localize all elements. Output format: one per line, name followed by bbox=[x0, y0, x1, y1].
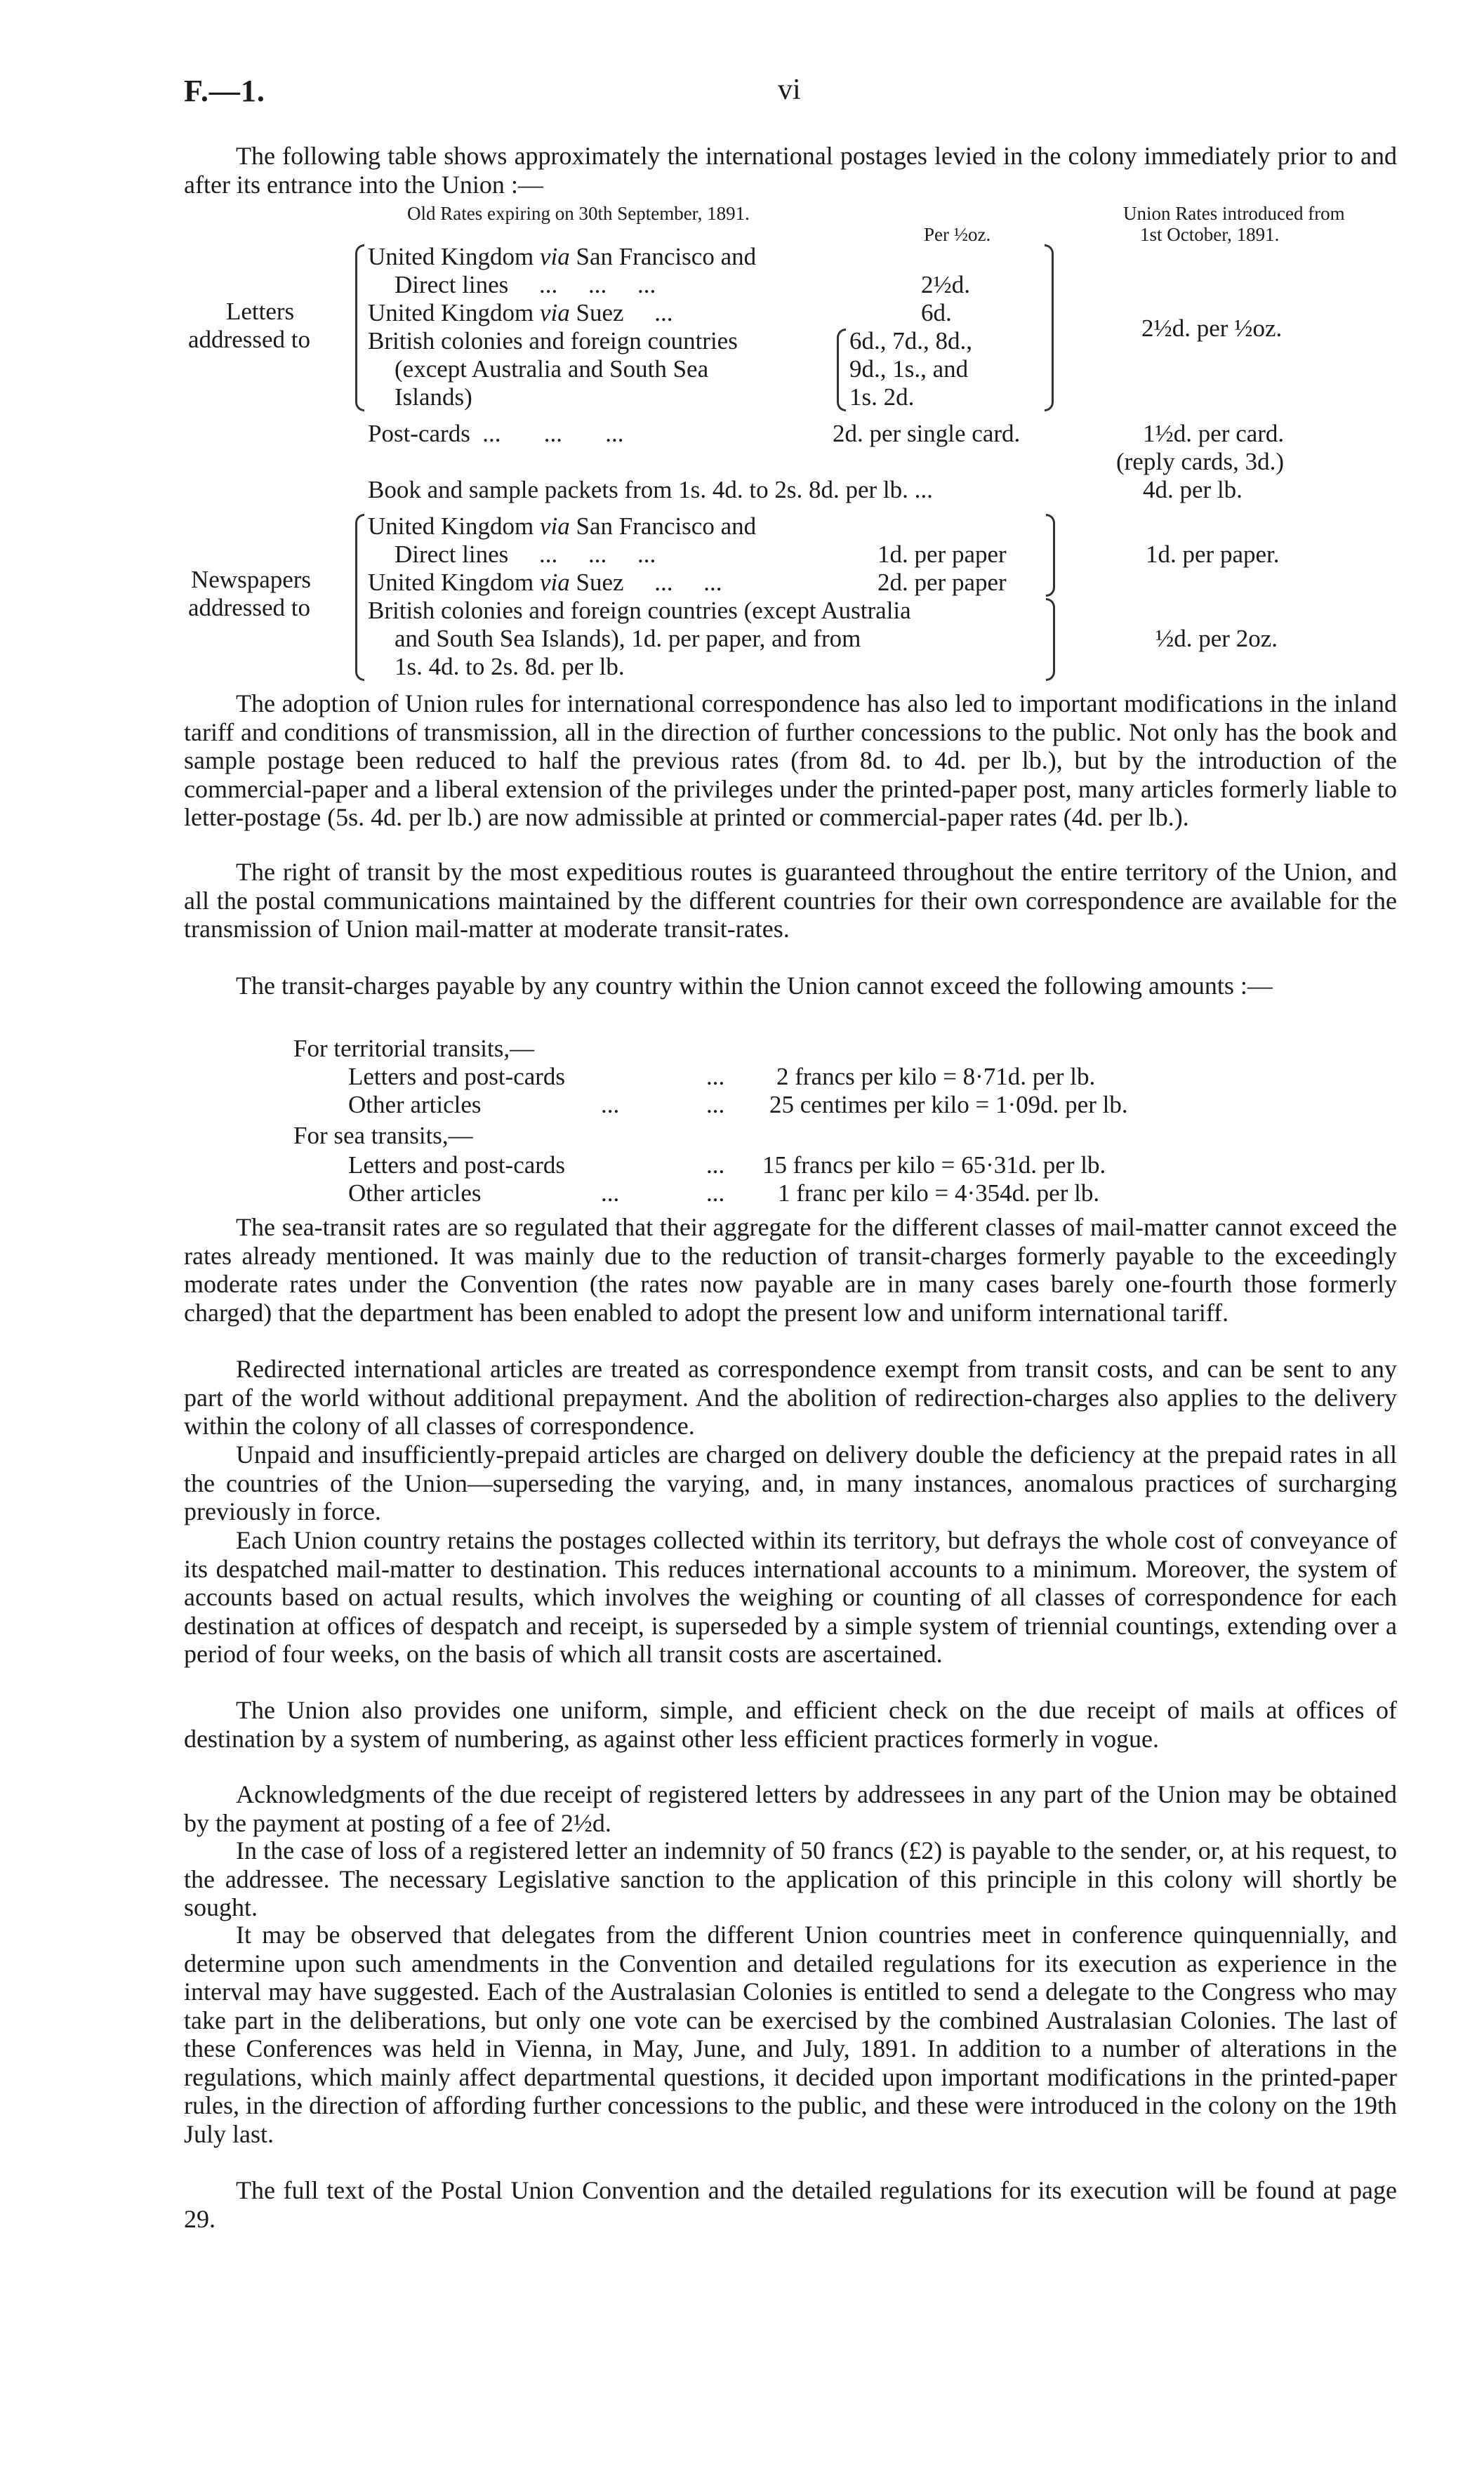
newspapers-british-line3: 1s. 4d. to 2s. 8d. per lb. bbox=[395, 653, 625, 680]
book-packets-label: Book and sample packets from 1s. 4d. to 2s. 8d. per lb. ... bbox=[368, 476, 933, 503]
newspapers-british-line2: and South Sea Islands), 1d. per paper, and from bbox=[395, 625, 861, 652]
newspapers-uk-suez: United Kingdom via Suez ... ... bbox=[368, 569, 722, 596]
page-number: vi bbox=[778, 74, 801, 106]
intro-paragraph: The following table shows approximately the international postages levied in the colony immediately prior to and after its entrance into the Union :— bbox=[184, 142, 1397, 199]
postcards-old-rate: 2d. per single card. bbox=[833, 420, 1021, 447]
newspapers-label: Newspapers bbox=[191, 566, 312, 593]
newspapers-uk-suez-rate: 2d. per paper bbox=[877, 569, 1007, 596]
paragraph-transit-charges: The transit-charges payable by any country within the Union cannot exceed the following amounts :— bbox=[236, 972, 1273, 1000]
letters-uk-suez-rate: 6d. bbox=[921, 299, 952, 326]
paragraph-full-text: The full text of the Postal Union Convention and the detailed regulations for its execution will be found at page 29. bbox=[184, 2176, 1397, 2233]
letters-british-line3: Islands) bbox=[395, 383, 472, 411]
newspapers-addressed-label: addressed to bbox=[188, 594, 310, 621]
sea-other-dots-1: ... bbox=[601, 1179, 620, 1207]
sea-letters-label: Letters and post-cards bbox=[348, 1151, 566, 1179]
sea-letters-rate: 15 francs per kilo = 65·31d. per lb. bbox=[762, 1151, 1106, 1179]
paragraph-efficient-check: The Union also provides one uniform, simple, and efficient check on the due receipt of mails at offices of destination by a system of numbering, as against other less efficient practices formerly in vogue. bbox=[184, 1696, 1397, 1753]
letters-uk-sf-rate: 2½d. bbox=[921, 271, 970, 298]
sea-letters-dots: ... bbox=[706, 1151, 725, 1179]
postcards-label: Post-cards ... ... ... bbox=[368, 420, 624, 447]
per-half-oz-heading: Per ½oz. bbox=[924, 224, 991, 245]
newspapers-british-brace bbox=[1046, 598, 1055, 681]
document-reference: F.—1. bbox=[184, 74, 265, 108]
territorial-other-label: Other articles bbox=[348, 1091, 482, 1118]
postcards-union-rate: 1½d. per card. bbox=[1143, 420, 1285, 447]
letters-right-brace bbox=[1045, 244, 1054, 411]
paragraph-redirected: Redirected international articles are treated as correspondence exempt from transit costs, and can be sent to any part of the world without additional prepayment. And the abolition of redirection-charges also applies to the delivery within the colony of all classes of correspondence. bbox=[184, 1355, 1397, 1440]
newspapers-uk-sf-line1: United Kingdom via San Francisco and bbox=[368, 512, 757, 540]
sea-transits-heading: For sea transits,— bbox=[293, 1122, 473, 1149]
paragraph-unpaid: Unpaid and insufficiently-prepaid articles are charged on delivery double the deficiency at the prepaid rates in all the countries of the Union—superseding the varying, and, in many instances, anomalous practices of surcharging previously in force. bbox=[184, 1440, 1397, 1525]
old-rates-heading: Old Rates expiring on 30th September, 1891. bbox=[407, 203, 750, 224]
union-rates-date: 1st October, 1891. bbox=[1140, 224, 1280, 245]
letters-rate-brace bbox=[837, 329, 846, 411]
letters-british-rate-line2: 9d., 1s., and bbox=[849, 355, 969, 383]
newspapers-uk-brace bbox=[1046, 514, 1055, 597]
newspapers-union-rate: 1d. per paper. bbox=[1146, 541, 1280, 568]
newspapers-left-brace bbox=[355, 514, 364, 681]
paragraph-transit-right: The right of transit by the most expeditious routes is guaranteed throughout the entire territory of the Union, and all the postal communications maintained by the different countries for their own correspondence are available for the transmission of Union mail-matter at moderate transit-rates. bbox=[184, 858, 1397, 943]
letters-british-rate-line1: 6d., 7d., 8d., bbox=[849, 327, 972, 355]
sea-other-dots-2: ... bbox=[706, 1179, 725, 1207]
paragraph-sea-transit: The sea-transit rates are so regulated that their aggregate for the different classes of mail-matter cannot exceed the rates already mentioned. It was mainly due to the reduction of transit-charges formerly payable to the exceedingly moderate rates under the Convention (the rates now payable are in many cases barely one-fourth those formerly charged) that the department has been enabled to adopt the present low and uniform international tariff. bbox=[184, 1213, 1397, 1327]
newspapers-uk-sf-line2: Direct lines ... ... ... bbox=[395, 541, 656, 568]
letters-british-line1: British colonies and foreign countries bbox=[368, 327, 738, 355]
territorial-other-rate: 25 centimes per kilo = 1·09d. per lb. bbox=[769, 1091, 1128, 1118]
territorial-letters-dots: ... bbox=[706, 1063, 725, 1090]
letters-addressed-label: addressed to bbox=[188, 326, 310, 353]
sea-other-rate: 1 franc per kilo = 4·354d. per lb. bbox=[778, 1179, 1100, 1207]
territorial-other-dots-2: ... bbox=[706, 1091, 725, 1118]
newspapers-uk-sf-rate: 1d. per paper bbox=[877, 541, 1007, 568]
letters-british-line2: (except Australia and South Sea bbox=[395, 355, 709, 383]
newspapers-union-rate-2oz: ½d. per 2oz. bbox=[1155, 625, 1278, 652]
paragraph-delegates: It may be observed that delegates from the different Union countries meet in conference quinquennially, and determine upon such amendments in the Convention and detailed regulations for its execution as experience in the interval may have suggested. Each of the Australasian Colonies is entitled to send a delegate to the Congress who may take part in the deliberations, but only one vote can be exercised by the combined Australasian Colonies. The last of these Conferences was held in Vienna, in May, June, and July, 1891. In addition to a number of alterations in the regulations, which mainly affect departmental questions, it decided upon important modifications in the printed-paper rules, in the direction of affording further concessions to the public, and these were introduced in the colony on the 19th July last. bbox=[184, 1921, 1397, 2148]
letters-left-brace bbox=[355, 244, 364, 411]
sea-other-label: Other articles bbox=[348, 1179, 482, 1207]
paragraph-each-country: Each Union country retains the postages collected within its territory, but defrays the whole cost of conveyance of its despatched mail-matter to destination. This reduces international accounts to a minimum. Moreover, the system of accounts based on actual results, which involves the weighing or counting of all classes of correspondence for each destination at offices of despatch and receipt, is superseded by a simple system of triennial countings, extending over a period of four weeks, on the basis of which all transit costs are ascertained. bbox=[184, 1526, 1397, 1668]
letters-uk-sf-line2: Direct lines ... ... ... bbox=[395, 271, 656, 298]
letters-union-rate: 2½d. per ½oz. bbox=[1141, 314, 1283, 342]
book-packets-union-rate: 4d. per lb. bbox=[1143, 476, 1243, 503]
paragraph-acknowledgments: Acknowledgments of the due receipt of registered letters by addressees in any part of the Union may be obtained by the payment at posting of a fee of 2½d. bbox=[184, 1780, 1397, 1837]
paragraph-registered-loss: In the case of loss of a registered letter an indemnity of 50 francs (£2) is payable to the sender, or, at his request, to the addressee. The necessary Legislative sanction to the application of this principle in this colony will shortly be sought. bbox=[184, 1836, 1397, 1921]
postcards-reply-rate: (reply cards, 3d.) bbox=[1116, 448, 1285, 475]
letters-british-rate-line3: 1s. 2d. bbox=[849, 383, 915, 411]
paragraph-adoption: The adoption of Union rules for international correspondence has also led to important modifications in the inland tariff and conditions of transmission, all in the direction of further concessions to the public. Not only has the book and sample postage been reduced to half the previous rates (from 8d. to 4d. per lb.), but by the introduction of the commercial-paper and a liberal extension of the privileges under the printed-paper post, many articles formerly liable to letter-postage (5s. 4d. per lb.) are now admissible at printed or commercial-paper rates (4d. per lb.). bbox=[184, 689, 1397, 831]
territorial-letters-rate: 2 francs per kilo = 8·71d. per lb. bbox=[776, 1063, 1096, 1090]
territorial-letters-label: Letters and post-cards bbox=[348, 1063, 566, 1090]
letters-uk-sf-line1: United Kingdom via San Francisco and bbox=[368, 243, 757, 270]
newspapers-british-line1: British colonies and foreign countries (except Australia bbox=[368, 597, 911, 624]
letters-uk-suez: United Kingdom via Suez ... bbox=[368, 299, 673, 326]
union-rates-heading: Union Rates introduced from bbox=[1123, 203, 1345, 224]
territorial-transits-heading: For territorial transits,— bbox=[293, 1035, 535, 1062]
territorial-other-dots-1: ... bbox=[601, 1091, 620, 1118]
letters-label: Letters bbox=[226, 298, 295, 325]
